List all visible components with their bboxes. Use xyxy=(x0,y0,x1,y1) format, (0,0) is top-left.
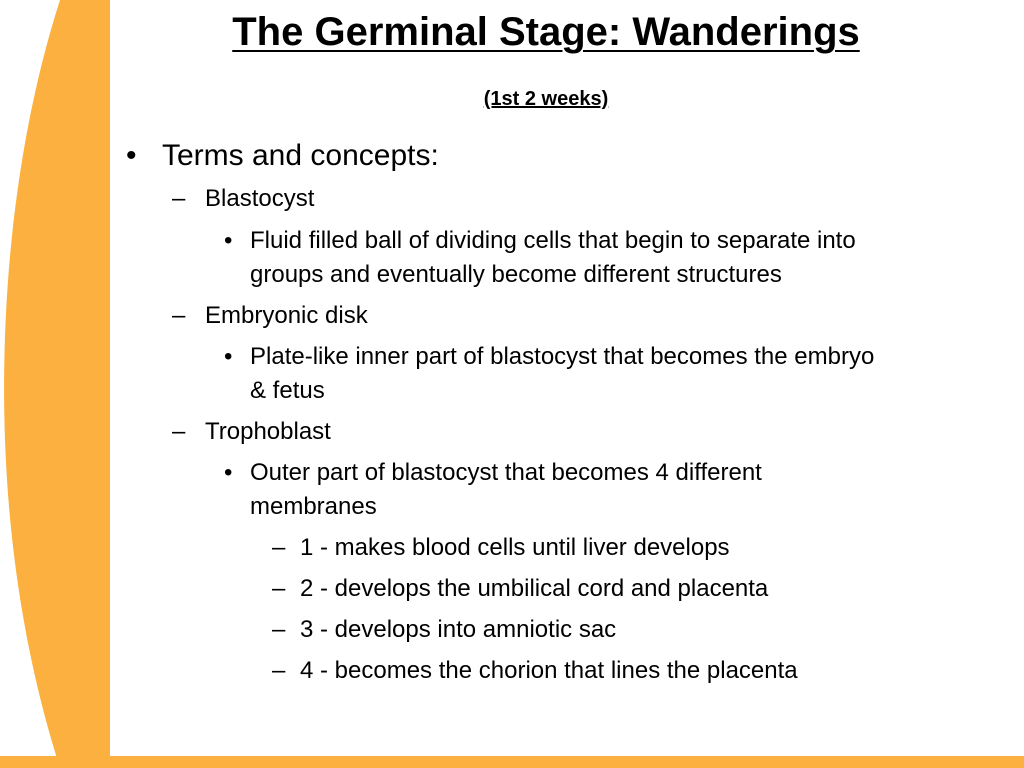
bullet-marker: – xyxy=(172,418,186,445)
orange-arc-shape xyxy=(4,0,110,768)
bullet-level3-text: Plate-like inner part of blastocyst that becomes the embryo xyxy=(250,343,875,370)
bullet-marker: • xyxy=(126,139,137,172)
bullet-level3-text: Fluid filled ball of dividing cells that begin to separate into xyxy=(250,227,856,254)
bullet-level3-continuation: & fetus xyxy=(250,377,325,404)
bullet-marker: – xyxy=(272,657,286,684)
bullet-level4-text: 1 - makes blood cells until liver develops xyxy=(300,534,730,561)
bullet-level2-text: Blastocyst xyxy=(205,185,315,212)
bullet-marker: • xyxy=(224,459,233,486)
slide-title: The Germinal Stage: Wanderings xyxy=(232,10,860,54)
bullet-marker: – xyxy=(272,575,286,602)
bullet-level4-text: 4 - becomes the chorion that lines the placenta xyxy=(300,657,798,684)
bullet-level1-text: Terms and concepts: xyxy=(162,139,439,172)
bullet-level2-text: Trophoblast xyxy=(205,418,331,445)
bullet-level4-text: 3 - develops into amniotic sac xyxy=(300,616,617,643)
bullet-level3-text: Outer part of blastocyst that becomes 4 different xyxy=(250,459,762,486)
bullet-level4-text: 2 - develops the umbilical cord and placenta xyxy=(300,575,769,602)
slide-subtitle: (1st 2 weeks) xyxy=(483,88,609,110)
bullet-level2-text: Embryonic disk xyxy=(205,302,368,329)
bullet-marker: • xyxy=(224,227,233,254)
bullet-marker: – xyxy=(172,185,186,212)
bullet-marker: – xyxy=(272,534,286,561)
bullet-level3-continuation: membranes xyxy=(250,493,377,520)
bullet-level3-continuation: groups and eventually become different structures xyxy=(250,261,782,288)
orange-bottom-bar xyxy=(0,756,1024,768)
bullet-marker: • xyxy=(224,343,233,370)
bullet-marker: – xyxy=(272,616,286,643)
orange-arc-decoration xyxy=(0,0,110,768)
bullet-marker: – xyxy=(172,302,186,329)
